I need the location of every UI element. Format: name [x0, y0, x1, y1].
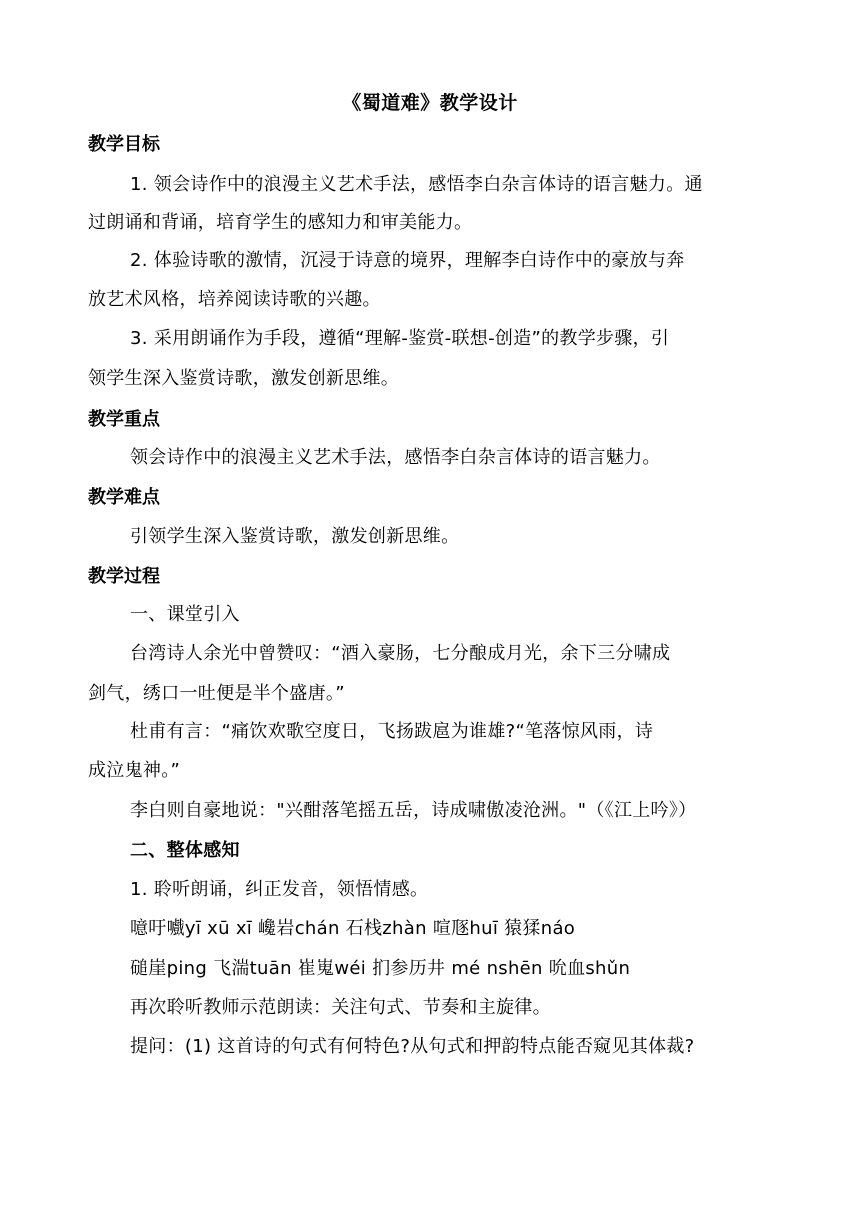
subsection-heading: 二、整体感知 [130, 840, 240, 861]
pinyin-line: 噫吁嚱yī xū xī 巉岩chán 石栈zhàn 喧豗huī 猿猱náo [130, 918, 576, 939]
paragraph-line: 放艺术风格，培养阅读诗歌的兴趣。 [88, 289, 381, 310]
paragraph-line: 杜甫有言：“痛饮欢歌空度日，飞扬跋扈为谁雄?“笔落惊风雨，诗 [130, 721, 654, 742]
pinyin-line: 磓崖ping 飞湍tuān 崔嵬wéi 扪参历井 mé nshēn 吮血shǔn [130, 958, 631, 979]
paragraph-line: 领学生深入鉴赏诗歌，激发创新思维。 [88, 368, 400, 389]
section-heading-difficulty: 教学难点 [88, 487, 160, 508]
paragraph-line: 提问：(1) 这首诗的句式有何特色?从句式和押韵特点能否窥见其体裁? [130, 1036, 695, 1057]
paragraph-line: 台湾诗人余光中曾赞叹：“酒入豪肠，七分酿成月光，余下三分啸成 [130, 643, 671, 664]
subsection-heading: 一、课堂引入 [130, 604, 240, 625]
paragraph-line: 成泣鬼神。” [88, 760, 181, 781]
paragraph-line: 领会诗作中的浪漫主义艺术手法，感悟李白杂言体诗的语言魅力。 [130, 447, 661, 468]
section-heading-key-points: 教学重点 [88, 409, 160, 430]
paragraph-line: 1. 聆听朗诵，纠正发音，领悟情感。 [130, 879, 429, 900]
paragraph-line: 3. 采用朗诵作为手段，遵循“理解-鉴赏-联想-创造”的教学步骤，引 [130, 328, 670, 349]
paragraph-line: 再次聆听教师示范朗读：关注句式、节奏和主旋律。 [130, 997, 551, 1018]
paragraph-line: 1. 领会诗作中的浪漫主义艺术手法，感悟李白杂言体诗的语言魅力。通 [130, 174, 703, 195]
document-title: 《蜀道难》教学设计 [342, 92, 518, 114]
paragraph-line: 过朗诵和背诵，培育学生的感知力和审美能力。 [88, 212, 473, 233]
section-heading-objectives: 教学目标 [88, 134, 160, 155]
paragraph-line: 剑气，绣口一吐便是半个盛唐。” [88, 683, 345, 704]
paragraph-line: 2. 体验诗歌的激情，沉浸于诗意的境界，理解李白诗作中的豪放与奔 [130, 250, 685, 271]
section-heading-process: 教学过程 [88, 566, 160, 587]
paragraph-line: 引领学生深入鉴赏诗歌，激发创新思维。 [130, 526, 460, 547]
paragraph-line: 李白则自豪地说："兴酣落笔摇五岳，诗成啸傲凌沧洲。"（《江上吟》） [130, 800, 697, 821]
